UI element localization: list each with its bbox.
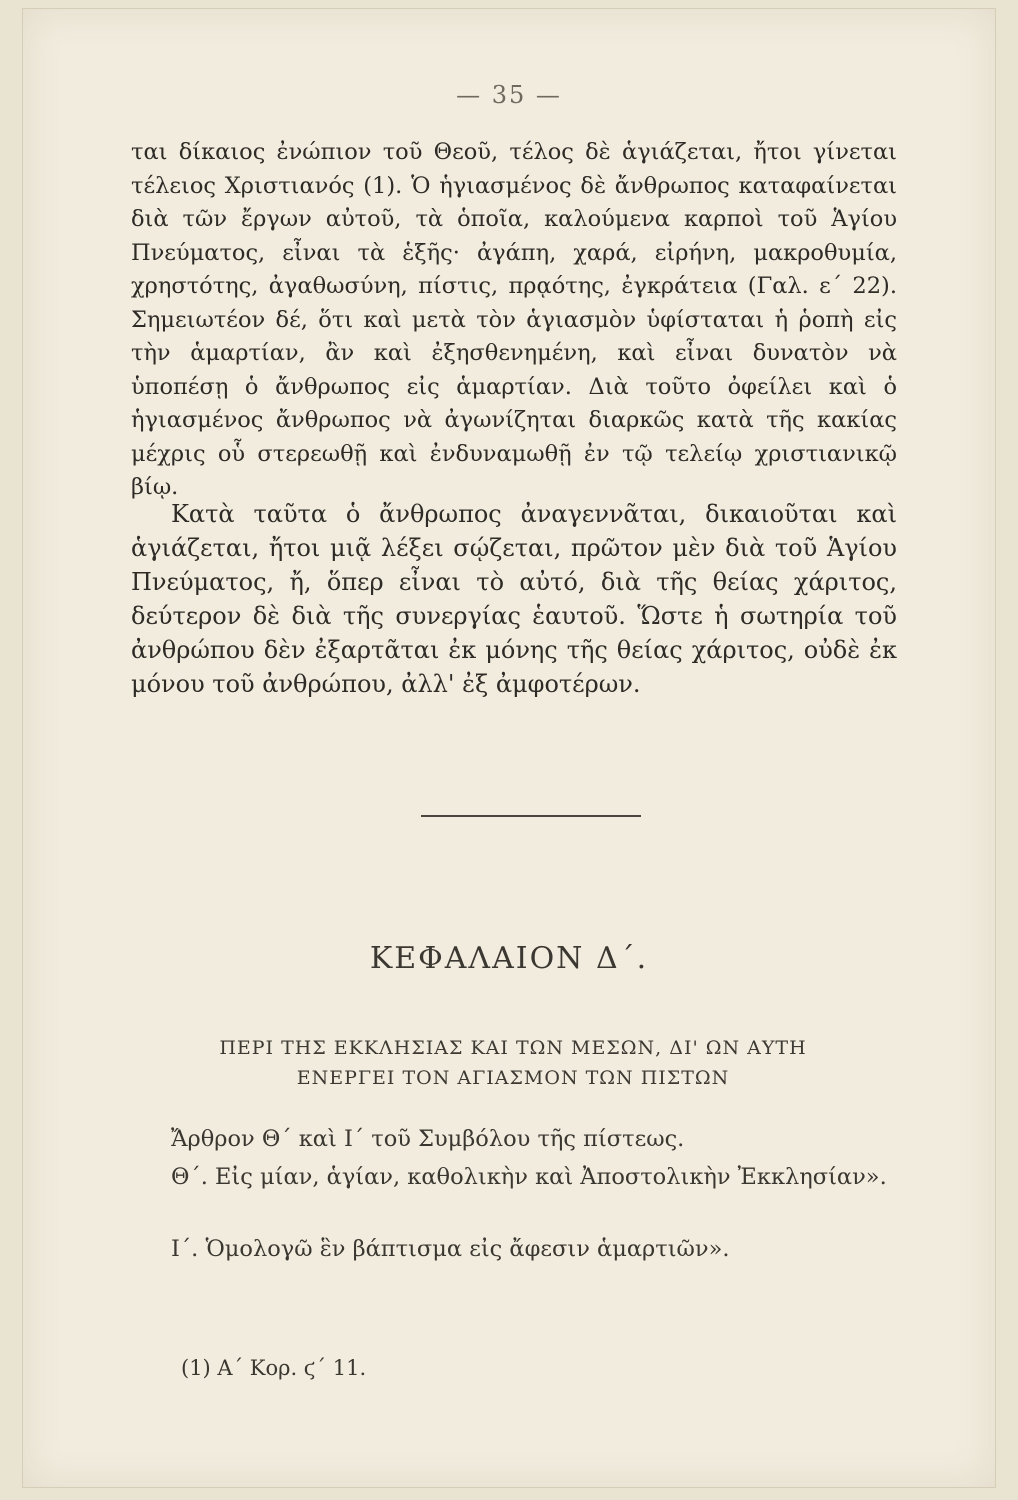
article-theta: Θ΄. Εἰς μίαν, ἁγίαν, καθολικὴν καὶ Ἀποστολικὴν Ἐκκλησίαν». [171, 1164, 887, 1190]
subtitle-line-2: ΕΝΕΡΓΕΙ ΤΟΝ ΑΓΙΑΣΜΟΝ ΤΩΝ ΠΙΣΤΩΝ [296, 1067, 730, 1089]
book-page [22, 8, 996, 1488]
section-divider [421, 815, 641, 817]
subtitle-line-1: ΠΕΡΙ ΤΗΣ ΕΚΚΛΗΣΙΑΣ ΚΑΙ ΤΩΝ ΜΕΣΩΝ, ΔΙ' ΩΝ ΑΥΤΗ [219, 1037, 807, 1059]
chapter-title: ΚΕΦΑΛΑΙΟΝ Δ΄. [369, 941, 649, 976]
paragraph-salvation: Κατὰ ταῦτα ὁ ἄνθρωπος ἀναγεννᾶται, δικαιοῦται καὶ ἁγιάζεται, ἤτοι μιᾷ λέξει σῴζεται, πρῶτον μὲν διὰ τοῦ Ἁγίου Πνεύματος, ἤ, ὅπερ εἶναι τὸ αὐτό, διὰ τῆς θείας χάριτος, δεύτερον δὲ διὰ τῆς συνεργίας ἑαυτοῦ. Ὥστε ἡ σωτηρία τοῦ ἀνθρώπου δὲν ἐξαρτᾶται ἐκ μόνης τῆς θείας χάριτος, οὐδὲ ἐκ μόνου τοῦ ἀνθρώπου, ἀλλ' ἐξ ἀμφοτέρων. [131, 500, 897, 698]
paragraph-sanctification: ται δίκαιος ἐνώπιον τοῦ Θεοῦ, τέλος δὲ ἁγιάζεται, ἤτοι γίνεται τέλειος Χριστιανός (1). Ὁ ἡγιασμένος δὲ ἄνθρωπος καταφαίνεται διὰ τῶν ἔργων αὐτοῦ, τὰ ὁποῖα, καλούμενα καρποὶ τοῦ Ἁγίου Πνεύματος, εἶναι τὰ ἑξῆς· ἀγάπη, χαρά, εἰρήνη, μακροθυμία, χρηστότης, ἀγαθωσύνη, πίστις, πρᾳότης, ἐγκράτεια (Γαλ. ε΄ 22). Σημειωτέον δέ, ὅτι καὶ μετὰ τὸν ἁγιασμὸν ὑφίσταται ἡ ῥοπὴ εἰς τὴν ἁμαρτίαν, ἂν καὶ ἐξησθενημένη, καὶ εἶναι δυνατὸν νὰ ὑποπέσῃ ὁ ἄνθρωπος εἰς ἁμαρτίαν. Διὰ τοῦτο ὀφείλει καὶ ὁ ἡγιασμένος ἄνθρωπος νὰ ἀγωνίζηται διαρκῶς κατὰ τῆς κακίας μέχρις οὗ στερεωθῇ καὶ ἐνδυναμωθῇ ἐν τῷ τελείῳ χριστιανικῷ βίῳ. [131, 139, 897, 500]
chapter-subtitle [133, 1033, 893, 1093]
article-iota: Ι΄. Ὁμολογῶ ἓν βάπτισμα εἰς ἄφεσιν ἁμαρτιῶν». [171, 1236, 730, 1262]
footnote: (1) Α΄ Κορ. ϛ΄ 11. [181, 1356, 367, 1380]
article-heading: Ἄρθρον Θ΄ καὶ Ι΄ τοῦ Συμβόλου τῆς πίστεως. [171, 1126, 685, 1152]
page-number: — 35 — [456, 81, 562, 109]
